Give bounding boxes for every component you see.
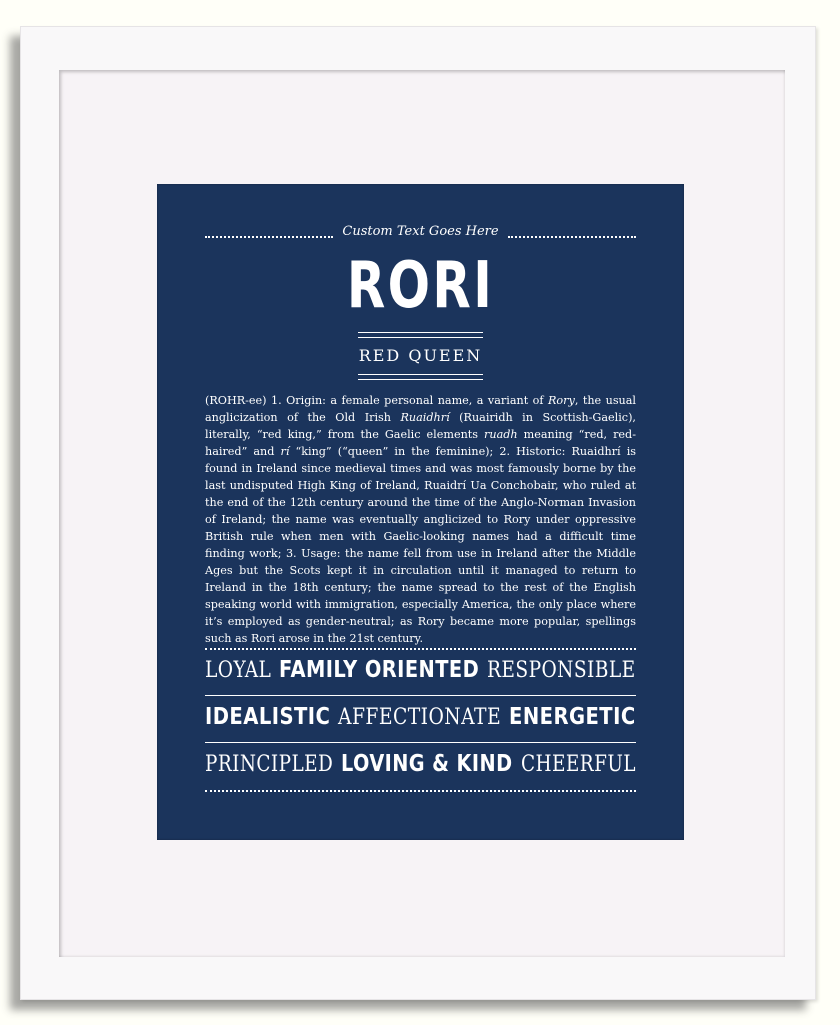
trait-word: ENERGETIC [509,704,636,730]
dotted-divider-right [508,236,636,238]
definition-text: (Ruairidh in Scottish-Gaelic), literally, “red king,” from the Gaelic elements [205,411,636,441]
dotted-divider [205,790,636,792]
trait-row-1 [205,657,636,689]
definition-italic: Rory [548,394,575,407]
trait-word: LOYAL [205,658,272,683]
trait-word: PRINCIPLED [205,752,334,777]
definition-text: , the usual anglicization of the Old Irish [205,394,637,424]
definition-italic: ruadh [484,428,518,441]
definition-text: 1. Origin: a female personal name, a variant of [266,394,548,407]
trait-word: AFFECTIONATE [338,705,502,730]
dotted-divider [205,648,636,650]
rule-line [358,379,483,380]
trait-word: IDEALISTIC [205,704,331,730]
trait-separator [205,695,636,696]
trait-row-3 [205,751,636,783]
name-art-print [157,184,684,840]
rule-line [358,332,483,333]
definition-text: “king” (“queen” in the feminine); 2. Historic: Ruaidhrí is found in Ireland since medieval times and was most famously borne by the last undisputed High King of Ireland, Ruaidrí Ua Conchobair, who ruled at the end of the 12th century around the time of the Anglo-Norman Invasion of Ireland; the name was eventually anglicized to Rory under oppressive British rule when men with Gaelic-looking names had a difficult time finding work; 3. Usage: the name fell from use in Ireland after the Middle Ages but the Scots kept it in circulation until it managed to return to Ireland in the 18th century; the name spread to the rest of the English speaking world with immigration, especially America, the only place where it’s employed as gender-neutral; as Rory became more popular, spellings such as Rori arose in the 21st century. [205,445,637,645]
definition-italic: rí [280,445,290,458]
trait-word: FAMILY ORIENTED [278,657,480,683]
trait-word: RESPONSIBLE [487,658,636,683]
pronunciation: (ROHR-ee) [205,394,267,407]
definition-italic: Ruaidhrí [400,411,450,424]
trait-word: CHEERFUL [521,752,637,777]
trait-word: LOVING & KIND [341,751,513,777]
custom-text-row [205,222,636,246]
trait-separator [205,742,636,743]
rule-line [358,374,483,375]
definition-text: meaning “red, red-haired” and [205,428,636,458]
name-meaning: RED QUEEN [358,346,483,365]
name-heading: RORI [346,249,495,323]
trait-row-2 [205,704,636,736]
rule-line [358,337,483,338]
name-definition [205,392,636,647]
custom-text: Custom Text Goes Here [342,224,499,239]
